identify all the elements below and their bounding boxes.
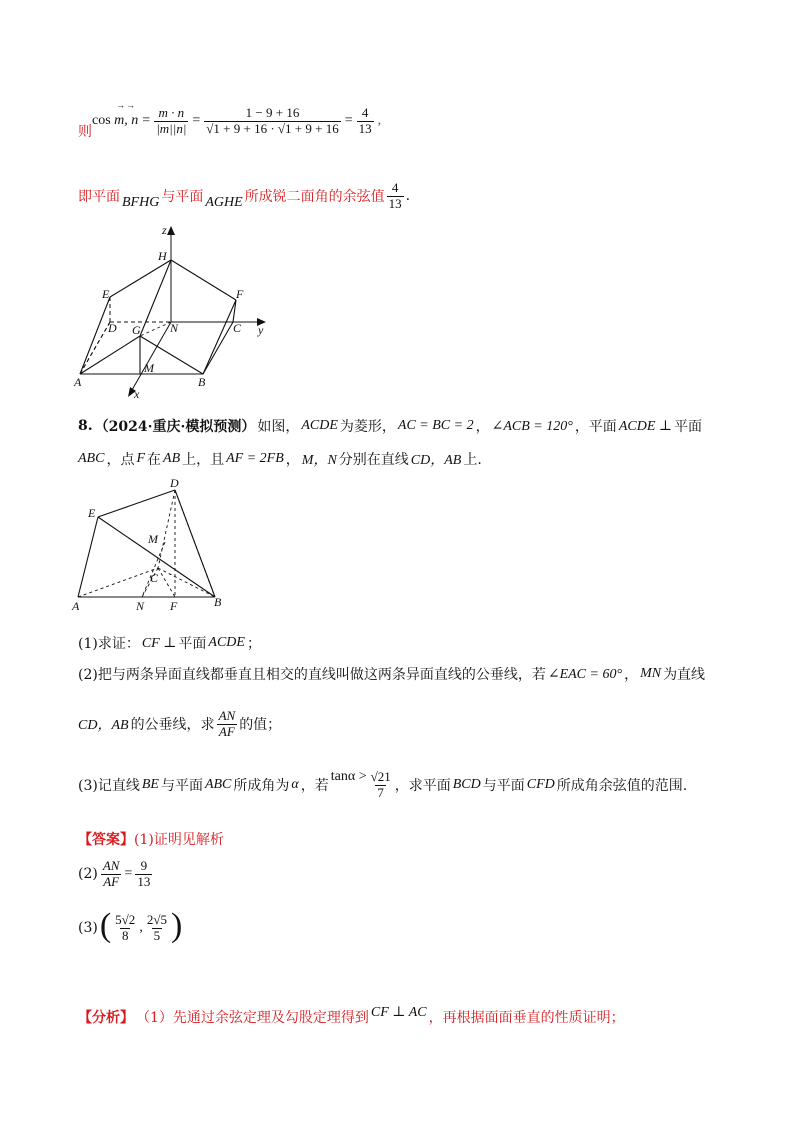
- label-b: B: [198, 375, 206, 389]
- right-paren: ): [170, 907, 183, 944]
- equals-sign: =: [192, 113, 201, 128]
- an-af-fraction: $\frac{AN}{AF}$: [218, 707, 236, 739]
- line1-prefix: 则: [78, 124, 92, 140]
- problem-number: 8.: [78, 418, 93, 434]
- equals-sign: =: [142, 113, 151, 128]
- comma: ,: [139, 920, 143, 935]
- label-e: E: [88, 506, 96, 520]
- label-a: A: [74, 375, 82, 389]
- vector-names: m, n: [114, 113, 139, 128]
- label-y: y: [258, 323, 264, 337]
- label-d: D: [108, 321, 117, 335]
- sqrt21-over-7-fraction: $\frac{√21}{7}$: [370, 768, 391, 800]
- question-3: (3)记直线 BE 与平面 ABC 所成角为 α ，若 tanα > $\frac{√21}{7}$ ，求平面 BCD 与平面 CFD 所成角余弦值的范围.: [78, 768, 688, 800]
- label-x: x: [134, 387, 140, 401]
- label-e: E: [102, 287, 110, 301]
- question-2-line1: (2)把与两条异面直线都垂直且相交的直线叫做这两条异面直线的公垂线，若 ∠EAC = 60° ， MN 为直线: [78, 666, 706, 683]
- label-g: G: [132, 323, 141, 337]
- plane-aghe: AGHE: [205, 195, 243, 210]
- cos-value-fraction: $\frac{4}{13}$: [388, 179, 402, 211]
- vector-arrows: →→: [116, 100, 136, 110]
- analysis-label: 【分析】: [78, 1010, 134, 1026]
- answer-2: (2) $\frac{AN}{AF}$ = $\frac{9}{13}$: [78, 857, 151, 889]
- label-c: C: [233, 321, 242, 335]
- problem-source: （2024·重庆·模拟预测）: [94, 419, 256, 435]
- label-c: C: [150, 571, 159, 585]
- figure-3d-coordinate: [70, 222, 280, 402]
- result-fraction: $\frac{4}{13}$: [358, 104, 372, 136]
- answer-label: 【答案】: [78, 832, 134, 848]
- line1-comma: ,: [377, 113, 382, 128]
- equals-sign: =: [344, 113, 353, 128]
- answer-line: 【答案】 (1)证明见解析: [78, 828, 224, 850]
- question-2-line2: CD，AB 的公垂线，求 $\frac{AN}{AF}$ 的值；: [78, 707, 282, 739]
- figure-tetrahedron: [70, 475, 240, 615]
- label-m: M: [144, 361, 154, 375]
- cos-formula: [92, 96, 381, 146]
- label-f: F: [170, 599, 178, 613]
- analysis-line: 【分析】 （1）先通过余弦定理及勾股定理得到 CF ⊥ AC ，再根据面面垂直的性质证明；: [78, 1004, 625, 1026]
- label-a: A: [72, 599, 80, 613]
- problem-8-line1: 8. （2024·重庆·模拟预测） 如图， ACDE 为菱形， AC = BC = 2 ， ∠ACB = 120° ，平面 ACDE ⊥ 平面: [78, 418, 703, 435]
- left-paren: (: [99, 907, 112, 944]
- question-1: (1)求证： CF ⊥ 平面 ACDE ；: [78, 635, 261, 652]
- label-f: F: [236, 287, 244, 301]
- label-m: M: [148, 532, 158, 546]
- label-n: N: [170, 321, 179, 335]
- cos-label: cos: [92, 113, 111, 128]
- problem-8-line2: ABC ，点 F 在 AB 上，且 AF = 2FB ， M，N 分别在直线 CD，AB 上.: [78, 451, 482, 468]
- label-h: H: [158, 249, 167, 263]
- label-d: D: [170, 476, 179, 490]
- rhs-fraction: $\frac{1 - 9 + 16}{√1 + 9 + 16 \cdot √1 + 9 + 16}$: [206, 104, 339, 136]
- lhs-fraction: $\frac{m \cdot n}{|m||n|}$: [156, 104, 187, 136]
- conclusion-line: 即平面 BFHG 与平面 AGHE 所成锐二面角的余弦值 $\frac{4}{13}$ .: [78, 179, 411, 211]
- label-z: z: [162, 223, 167, 237]
- answer-3: (3) ( $\frac{5√2}{8}$ , $\frac{2√5}{5}$ ): [78, 907, 183, 944]
- plane-bfhg: BFHG: [122, 195, 160, 210]
- label-b: B: [214, 595, 222, 609]
- label-n: N: [136, 599, 145, 613]
